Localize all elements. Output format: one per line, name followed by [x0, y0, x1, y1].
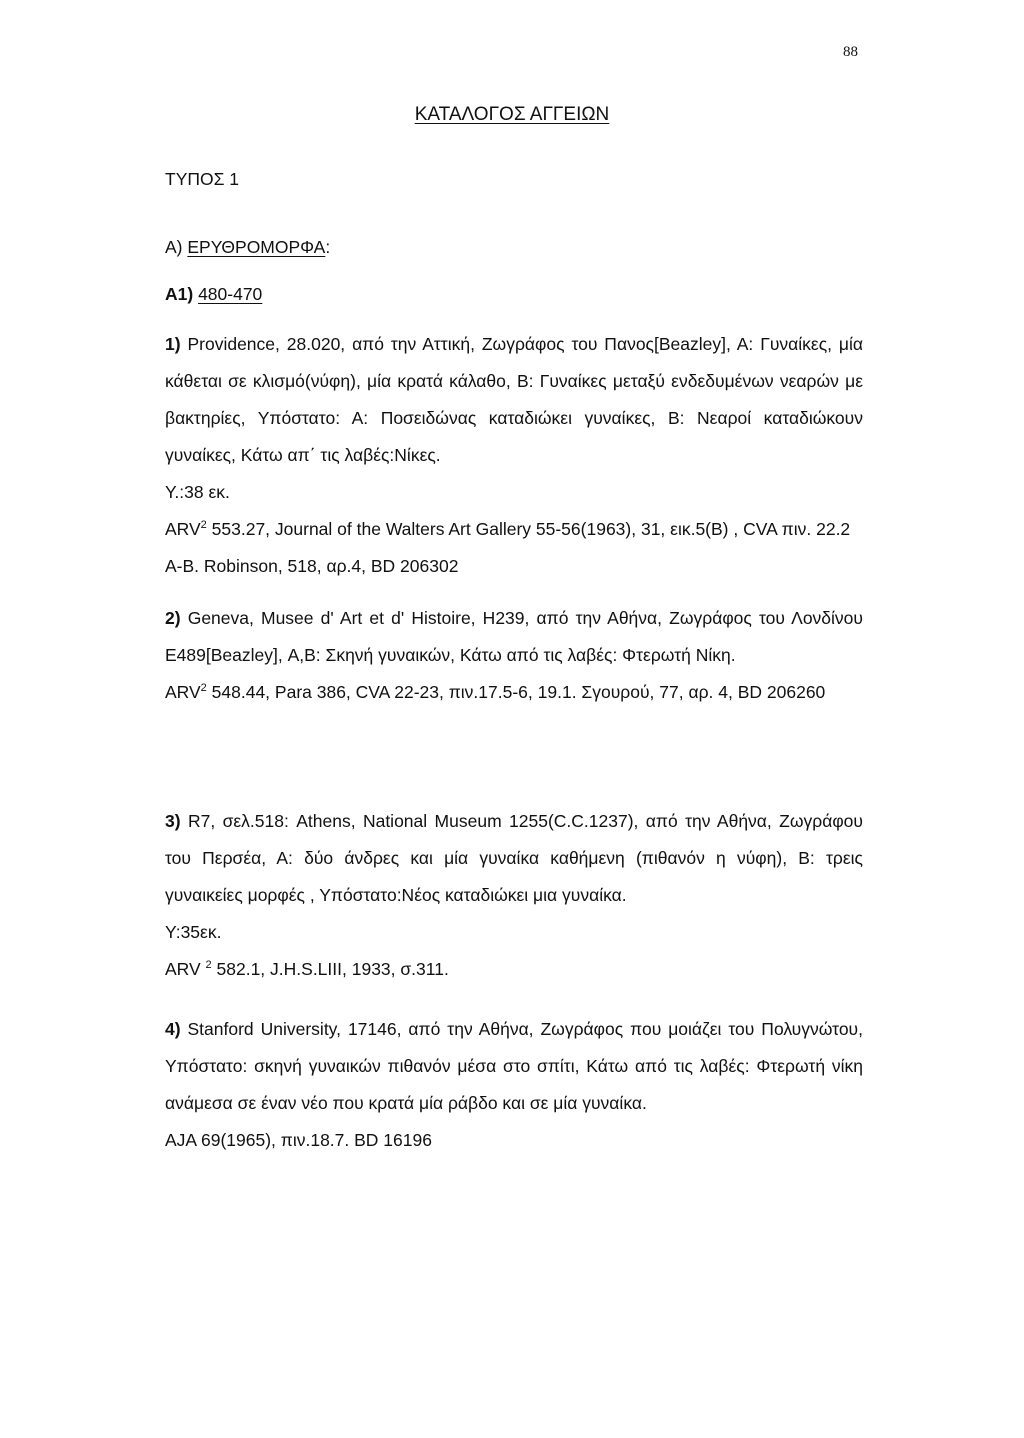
catalogue-entry-3 — [165, 803, 863, 988]
entry-references — [165, 511, 863, 585]
catalogue-entry-2 — [165, 600, 863, 711]
page-number: 88 — [843, 44, 858, 60]
entry-number: 1) — [165, 334, 181, 354]
entry-text: Providence, 28.020, από την Αττική, Ζωγράφος του Πανος[Beazley], Α: Γυναίκες, μία κάθεται σε κλισμό(νύφη), μία κρατά κάλαθο, Β: Γυναίκες μεταξύ ενδεδυμένων νεαρών με βακτηρίες, Υπόστατο: Α: Ποσειδώνας καταδιώκει γυναίκες, Β: Νεαροί καταδιώκουν γυναίκες, Κάτω απ΄ τις λαβές:Νίκες. — [165, 334, 863, 465]
entry-description — [165, 1011, 863, 1122]
ref-superscript: 2 — [205, 959, 212, 972]
entry-height: Υ:35εκ. — [165, 922, 222, 942]
entry-references — [165, 951, 863, 988]
ref-text: 582.1, J.H.S.LIII, 1933, σ.311. — [211, 959, 449, 979]
entry-text: Stanford University, 17146, από την Αθήνα, Ζωγράφος που μοιάζει του Πολυγνώτου, Υπόστατο: σκηνή γυναικών πιθανόν μέσα στο σπίτι, Κάτω από τις λαβές: Φτερωτή νίκη ανάμεσα σε έναν νέο που κρατά μία ράβδο και σε μία γυναίκα. — [165, 1019, 863, 1113]
period-label: 480-470 — [198, 284, 263, 304]
subsection-heading — [165, 237, 330, 258]
entry-height: Υ.:38 εκ. — [165, 482, 230, 502]
ref-prefix: ARV — [165, 682, 201, 702]
ref-superscript: 2 — [200, 519, 207, 532]
entry-references: AJA 69(1965), πιν.18.7. BD 16196 — [165, 1130, 432, 1150]
ref-prefix: ARV — [165, 519, 201, 539]
entry-text: Geneva, Musee d' Art et d' Histoire, H239, από την Αθήνα, Ζωγράφος του Λονδίνου E489[Beazley], Α,Β: Σκηνή γυναικών, Κάτω από τις λαβές: Φτερωτή Νίκη. — [165, 608, 863, 665]
entry-number: 3) — [165, 811, 181, 831]
catalogue-title: ΚΑΤΑΛΟΓΟΣ ΑΓΓΕΙΩΝ — [414, 104, 610, 125]
entry-number: 4) — [165, 1019, 181, 1039]
period-heading — [165, 284, 262, 305]
ref-text: 548.44, Para 386, CVA 22-23, πιν.17.5-6, 19.1. Σγουρού, 77, αρ. 4, BD 206260 — [206, 682, 826, 702]
period-prefix: Α1) — [165, 284, 199, 304]
catalogue-entry-4 — [165, 1011, 863, 1159]
entry-number: 2) — [165, 608, 181, 628]
subsection-label: ΕΡΥΘΡΟΜΟΡΦΑ — [187, 237, 326, 257]
catalogue-entry-1 — [165, 326, 863, 585]
ref-superscript: 2 — [200, 682, 207, 695]
type-heading: ΤΥΠΟΣ 1 — [165, 169, 240, 189]
entry-description — [165, 600, 863, 674]
entry-references — [165, 674, 863, 711]
entry-description — [165, 326, 863, 474]
entry-description — [165, 803, 863, 914]
entry-text: R7, σελ.518: Athens, National Museum 1255(C.C.1237), από την Αθήνα, Ζωγράφου του Περσέα, Α: δύο άνδρες και μία γυναίκα καθήμενη (πιθανόν η νύφη), Β: τρεις γυναικείες μορφές , Υπόστατο:Νέος καταδιώκει μια γυναίκα. — [165, 811, 863, 905]
ref-text: 553.27, Journal of the Walters Art Gallery 55-56(1963), 31, εικ.5(B) , CVA πιν. 22.2 A-B. Robinson, 518, αρ.4, BD 206302 — [165, 519, 851, 576]
subsection-prefix: Α) — [165, 237, 188, 257]
ref-prefix: ARV — [165, 959, 206, 979]
subsection-suffix: : — [325, 237, 331, 257]
